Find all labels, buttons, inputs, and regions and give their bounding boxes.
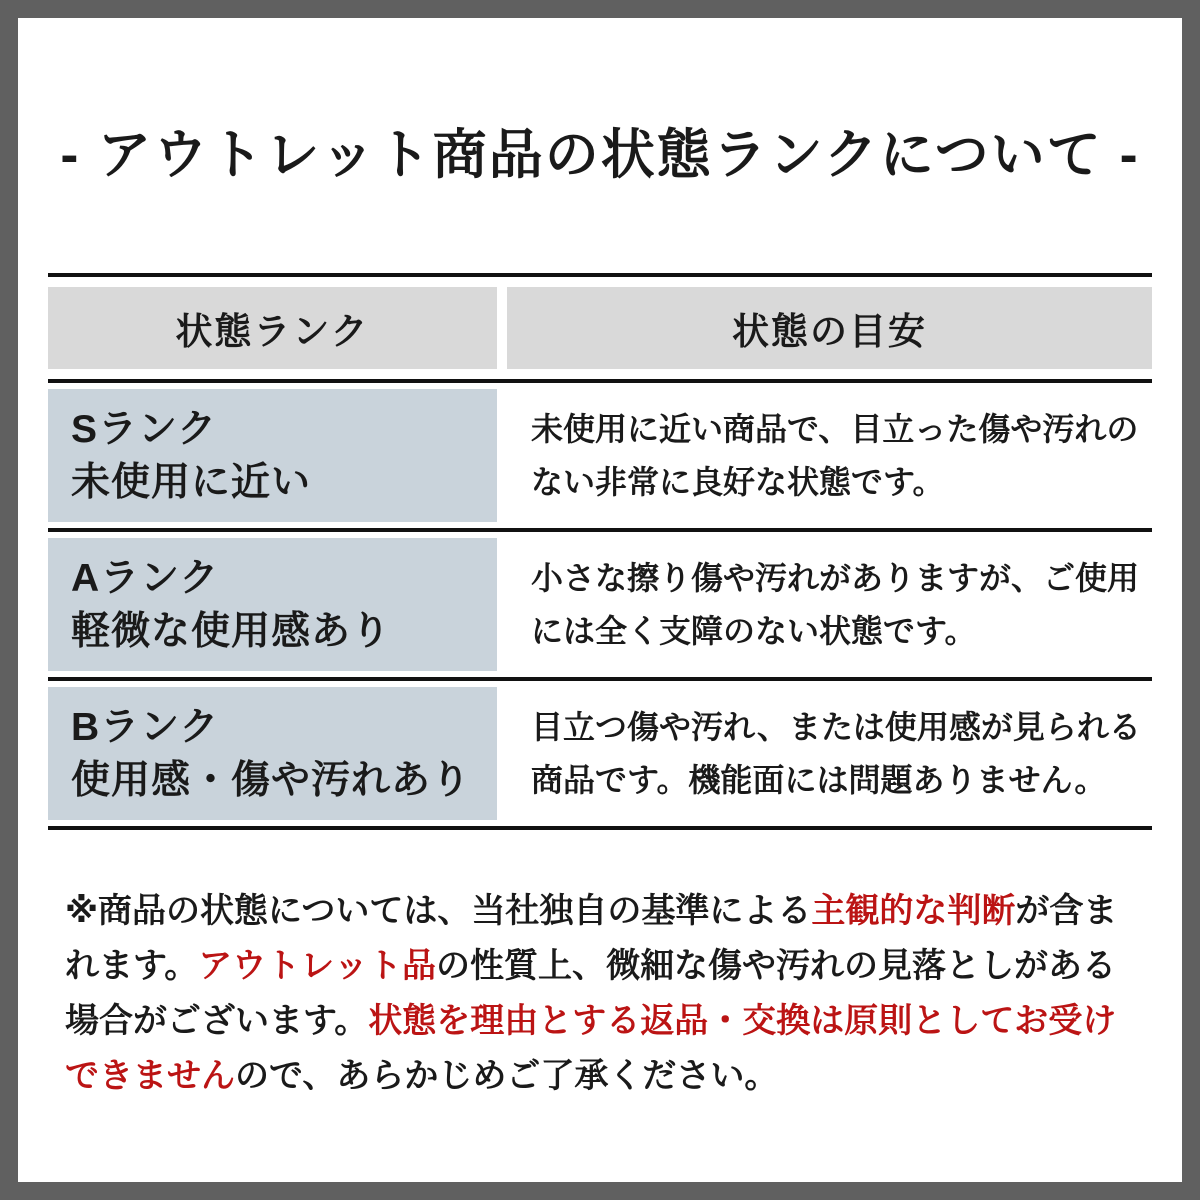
disclaimer-note [65,884,1135,1104]
note-segment-red: 主観的な判断 [811,892,1016,930]
rank-row-a [48,538,1152,671]
header-cell-rank: 状態ランク [48,287,497,369]
rank-row-s [48,389,1152,522]
desc-cell-s [507,389,1152,522]
note-line-1 [65,884,1135,939]
table-header-row [48,287,1152,369]
header-cell-guide: 状態の目安 [507,287,1152,369]
note-segment-red: アウトレット品 [198,947,436,985]
divider-line-row2 [48,677,1152,681]
note-segment: れます。 [65,947,199,985]
rank-cell-s [48,389,497,522]
desc-line-1: 小さな擦り傷や汚れがありますが、ご使用 [531,559,1140,596]
desc-line-2: には全く支障のない状態です。 [531,612,977,649]
rank-label: Bランク [71,705,220,749]
note-line-4 [65,1049,1135,1104]
note-segment: ので、あらかじめご了承ください。 [235,1057,779,1095]
desc-cell-b [507,687,1152,820]
divider-line-top [48,273,1152,277]
note-segment: の性質上、微細な傷や汚れの見落としがある [435,947,1116,985]
rank-cell-a [48,538,497,671]
desc-line-1: 未使用に近い商品で、目立った傷や汚れの [531,410,1139,447]
divider-line-row1 [48,528,1152,532]
rank-condition-label: 使用感・傷や汚れあり [71,758,472,802]
desc-line-2: ない非常に良好な状態です。 [531,463,945,500]
rank-cell-b [48,687,497,820]
note-segment-red: 状態を理由とする返品・交換は原則としてお受け [368,1002,1117,1040]
note-segment: が含ま [1015,892,1118,930]
note-line-2 [65,939,1135,994]
note-segment-red: できません [65,1057,235,1095]
rank-table [48,273,1152,830]
desc-cell-a [507,538,1152,671]
rank-condition-label: 未使用に近い [71,460,312,504]
rank-label: Sランク [71,407,218,451]
desc-line-1: 目立つ傷や汚れ、または使用感が見られる [531,708,1141,745]
divider-line-bottom [48,826,1152,830]
note-segment: ※商品の状態については、当社独自の基準による [65,892,812,930]
rank-condition-label: 軽微な使用感あり [71,609,392,653]
note-line-3 [65,994,1135,1049]
rank-row-b [48,687,1152,820]
page-title: - アウトレット商品の状態ランクについて - [60,125,1140,185]
desc-line-2: 商品です。機能面には問題ありません。 [531,761,1107,798]
rank-label: Aランク [71,556,220,600]
note-segment: 場合がございます。 [65,1002,369,1040]
divider-line-header [48,379,1152,383]
